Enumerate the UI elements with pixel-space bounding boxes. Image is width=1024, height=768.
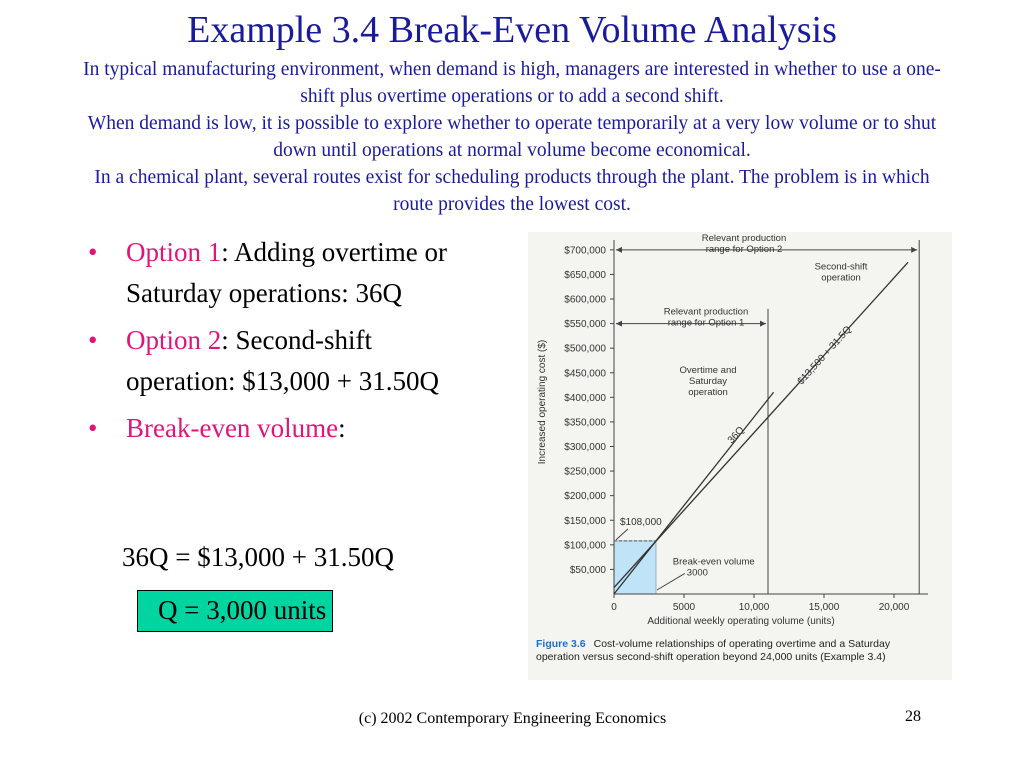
break-even-cost-pointer bbox=[616, 529, 628, 540]
x-tick-label: 10,000 bbox=[738, 602, 770, 613]
figure-number: Figure 3.6 bbox=[536, 638, 586, 650]
bullet-list bbox=[88, 232, 468, 455]
bullet-option-1 bbox=[88, 232, 468, 314]
y-tick-label: $50,000 bbox=[569, 564, 606, 576]
cost-volume-chart bbox=[528, 232, 952, 680]
y-tick-label: $450,000 bbox=[564, 368, 606, 380]
x-tick-label: 15,000 bbox=[808, 602, 840, 613]
page-number: 28 bbox=[905, 708, 921, 725]
range-1-arrowhead-right bbox=[760, 321, 766, 327]
intro-paragraph: In a chemical plant, several routes exist for scheduling products through the plant. The problem is in which route provides the lowest cost. bbox=[94, 167, 930, 215]
slide-title: Example 3.4 Break-Even Volume Analysis bbox=[187, 9, 837, 51]
bullet-text: : Adding overtime or Saturday operations: 36Q bbox=[126, 237, 447, 308]
overtime-label: Overtime and Saturday operation bbox=[679, 364, 737, 398]
line-second-shift-label: $13,500 + 31.5Q bbox=[795, 324, 854, 388]
bullet-option-2 bbox=[88, 320, 468, 402]
y-axis-label: Increased operating cost ($) bbox=[537, 339, 548, 465]
y-tick-label: $200,000 bbox=[564, 491, 606, 503]
y-tick-label: $300,000 bbox=[564, 442, 606, 453]
bullet-text: : Second-shift operation: $13,000 + 31.50Q bbox=[126, 325, 439, 396]
caption-text: Cost-volume relationships of operating overtime and a Saturday operation versus second-shift operation beyond 24,000 units (Example 3.4) bbox=[536, 638, 891, 663]
y-tick-label: $500,000 bbox=[564, 343, 606, 355]
second-shift-label: Second-shift operation bbox=[814, 261, 868, 284]
y-tick-label: $400,000 bbox=[564, 392, 606, 404]
y-tick-label: $150,000 bbox=[564, 515, 606, 527]
y-tick-label: $250,000 bbox=[564, 466, 606, 478]
range-2-arrowhead-left bbox=[616, 247, 622, 253]
bullet-dot: • bbox=[88, 325, 98, 355]
y-tick-label: $550,000 bbox=[564, 319, 606, 331]
bullet-label: Option 2 bbox=[126, 325, 222, 355]
break-even-volume-pointer bbox=[657, 573, 685, 590]
footer-copyright: (c) 2002 Contemporary Engineering Economics bbox=[358, 710, 667, 727]
y-tick-label: $650,000 bbox=[564, 269, 606, 281]
bullet-break-even bbox=[88, 408, 468, 449]
break-even-volume-label: Break-even volume bbox=[672, 556, 755, 568]
range-2-arrowhead-right bbox=[911, 247, 917, 253]
y-tick-label: $350,000 bbox=[564, 417, 606, 429]
x-tick-label: 20,000 bbox=[878, 602, 910, 613]
intro-text bbox=[80, 56, 944, 218]
intro-paragraph: When demand is low, it is possible to explore whether to operate temporarily at a very low volume or to shut down until operations at normal volume become economical. bbox=[87, 113, 937, 161]
bullet-dot: • bbox=[88, 237, 98, 267]
x-tick-label: 0 bbox=[611, 602, 617, 613]
answer-box: Q = 3,000 units bbox=[137, 590, 333, 632]
y-tick-label: $100,000 bbox=[564, 540, 606, 552]
range-2-label: Relevant production range for Option 2 bbox=[701, 232, 787, 255]
bullet-text: : bbox=[338, 413, 346, 443]
x-axis-label: Additional weekly operating volume (units) bbox=[647, 616, 835, 627]
break-even-cost-label: $108,000 bbox=[620, 516, 662, 528]
break-even-equation: 36Q = $13,000 + 31.50Q bbox=[122, 542, 394, 572]
bullet-dot: • bbox=[88, 413, 98, 443]
y-tick-label: $700,000 bbox=[564, 245, 606, 257]
range-1-label: Relevant production range for Option 1 bbox=[663, 306, 749, 329]
intro-paragraph: In typical manufacturing environment, when demand is high, managers are interested in whether to use a one-shift plus overtime operations or to add a second shift. bbox=[83, 59, 941, 107]
x-tick-label: 5000 bbox=[672, 602, 696, 613]
line-second-shift bbox=[614, 262, 908, 587]
break-even-units-label: 3000 bbox=[686, 567, 708, 579]
line-36q-label: 36Q bbox=[725, 424, 747, 447]
range-1-arrowhead-left bbox=[616, 321, 622, 327]
figure-caption bbox=[536, 638, 936, 664]
bullet-label: Break-even volume bbox=[126, 413, 339, 443]
bullet-label: Option 1 bbox=[126, 237, 222, 267]
chart-svg bbox=[528, 232, 952, 632]
y-tick-label: $600,000 bbox=[564, 294, 606, 306]
